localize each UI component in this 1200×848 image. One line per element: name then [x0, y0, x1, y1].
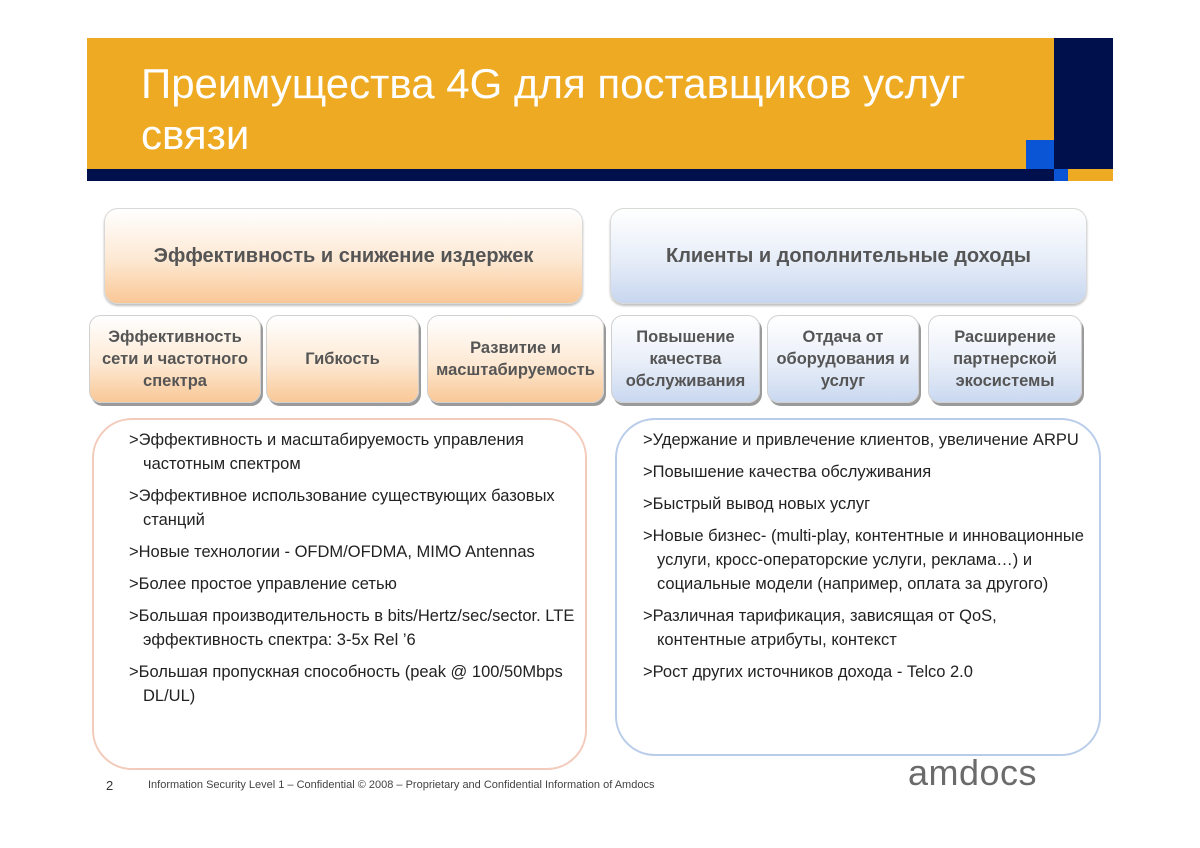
list-item: >Эффективность и масштабируемость управления частотным спектром: [129, 431, 524, 473]
header-customers-revenue: Клиенты и дополнительные доходы: [610, 208, 1087, 304]
list-item: >Различная тарификация, зависящая от QoS, контентные атрибуты, контекст: [643, 607, 997, 649]
banner-navy-block: [1054, 38, 1113, 169]
efficiency-list: [129, 428, 579, 716]
category-service-quality: [611, 315, 760, 403]
list-item: >Новые технологии - OFDM/OFDMA, MIMO Antennas: [129, 543, 535, 561]
list-item: >Повышение качества обслуживания: [643, 463, 932, 481]
category-scalability: [427, 315, 604, 403]
decor-square-blue-small: [1054, 169, 1068, 181]
list-item: >Большая производительность в bits/Hertz/sec/sector. LTE эффективность спектра: 3-5x Rel ’6: [129, 607, 575, 649]
category-label: Гибкость: [305, 350, 380, 368]
list-item: >Быстрый вывод новых услуг: [643, 495, 871, 513]
revenue-list: [643, 428, 1088, 692]
amdocs-logo: amdocs: [908, 752, 1038, 793]
banner-underline: [87, 169, 1113, 181]
list-item: >Более простое управление сетью: [129, 575, 397, 593]
page-number: 2: [106, 778, 114, 793]
category-label: Отдача от оборудования и услуг: [776, 328, 910, 390]
decor-square-gold: [1068, 169, 1113, 181]
category-label: Развитие и масштабируемость: [436, 339, 595, 379]
list-item: >Эффективное использование существующих базовых станций: [129, 487, 555, 529]
category-flexibility: [266, 315, 419, 403]
list-item: >Большая пропускная способность (peak @ 100/50Mbps DL/UL): [129, 663, 563, 705]
list-item: >Удержание и привлечение клиентов, увеличение ARPU: [643, 431, 1079, 449]
category-equipment-return: [767, 315, 919, 403]
slide-title: Преимущества 4G для поставщиков услуг связи: [141, 60, 966, 158]
category-label: Расширение партнерской экосистемы: [953, 328, 1057, 390]
category-label: Повышение качества обслуживания: [625, 328, 746, 390]
list-item: >Рост других источников дохода - Telco 2.0: [643, 663, 973, 681]
footer-confidentiality: Information Security Level 1 – Confidential © 2008 – Proprietary and Confidential Information of Amdocs: [148, 779, 655, 791]
category-label: Эффективность сети и частотного спектра: [102, 328, 248, 390]
category-partner-ecosystem: [928, 315, 1082, 403]
list-item: >Новые бизнес- (multi-play, контентные и инновационные услуги, кросс-операторские услуги, реклама…) и социальные модели (например, оплата за другого): [643, 527, 1084, 593]
header-efficiency: Эффективность и снижение издержек: [104, 208, 583, 304]
category-network-efficiency: [89, 315, 261, 403]
